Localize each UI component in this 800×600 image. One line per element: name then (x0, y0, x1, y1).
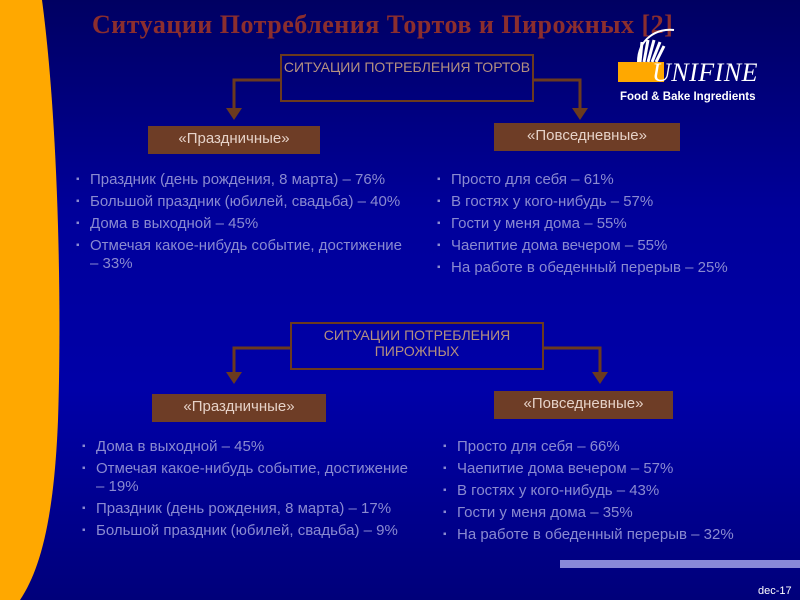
list-item: ▪ Большой праздник (юбилей, свадьба) – 9% (82, 522, 412, 540)
footer-date: dec-17 (758, 585, 792, 597)
list-item: ▪ Просто для себя – 61% (437, 171, 797, 189)
list-item: ▪ На работе в обеденный перерыв – 32% (443, 526, 793, 544)
list-item: ▪ Чаепитие дома вечером – 55% (437, 237, 797, 255)
cakes-everyday-list (437, 171, 797, 281)
list-item: ▪ Дома в выходной – 45% (76, 215, 406, 233)
list-item: ▪ Гости у меня дома – 55% (437, 215, 797, 233)
list-item: ▪ Просто для себя – 66% (443, 438, 793, 456)
list-item: ▪ Отмечая какое-нибудь событие, достижение – 33% (76, 237, 406, 273)
pastries-everyday-tag: «Повседневные» (494, 391, 673, 419)
footer-bar (560, 560, 800, 568)
logo-tagline: Food & Bake Ingredients (620, 91, 756, 103)
pastries-header-box (290, 322, 544, 370)
pastries-festive-list (82, 438, 412, 544)
list-item: ▪ Праздник (день рождения, 8 марта) – 76% (76, 171, 406, 189)
list-item: ▪ В гостях у кого-нибудь – 43% (443, 482, 793, 500)
pastries-header-text: СИТУАЦИИ ПОТРЕБЛЕНИЯ ПИРОЖНЫХ (323, 327, 511, 359)
pastries-festive-tag: «Праздничные» (152, 394, 326, 422)
cakes-festive-list (76, 171, 406, 277)
list-item: ▪ Отмечая какое-нибудь событие, достижение – 19% (82, 460, 412, 496)
list-item: ▪ Гости у меня дома – 35% (443, 504, 793, 522)
slide-title: Ситуации Потребления Тортов и Пирожных [2] (92, 10, 674, 39)
cakes-festive-tag: «Праздничные» (148, 126, 320, 154)
logo-brand: UNIFINE (652, 58, 759, 87)
list-item: ▪ На работе в обеденный перерыв – 25% (437, 259, 797, 277)
list-item: ▪ Дома в выходной – 45% (82, 438, 412, 456)
cakes-header-box (280, 54, 534, 102)
list-item: ▪ Чаепитие дома вечером – 57% (443, 460, 793, 478)
list-item: ▪ В гостях у кого-нибудь – 57% (437, 193, 797, 211)
cakes-header-text: СИТУАЦИИ ПОТРЕБЛЕНИЯ ТОРТОВ (283, 59, 531, 75)
pastries-everyday-list (443, 438, 793, 548)
list-item: ▪ Большой праздник (юбилей, свадьба) – 40% (76, 193, 406, 211)
list-item: ▪ Праздник (день рождения, 8 марта) – 17% (82, 500, 412, 518)
cakes-everyday-tag: «Повседневные» (494, 123, 680, 151)
